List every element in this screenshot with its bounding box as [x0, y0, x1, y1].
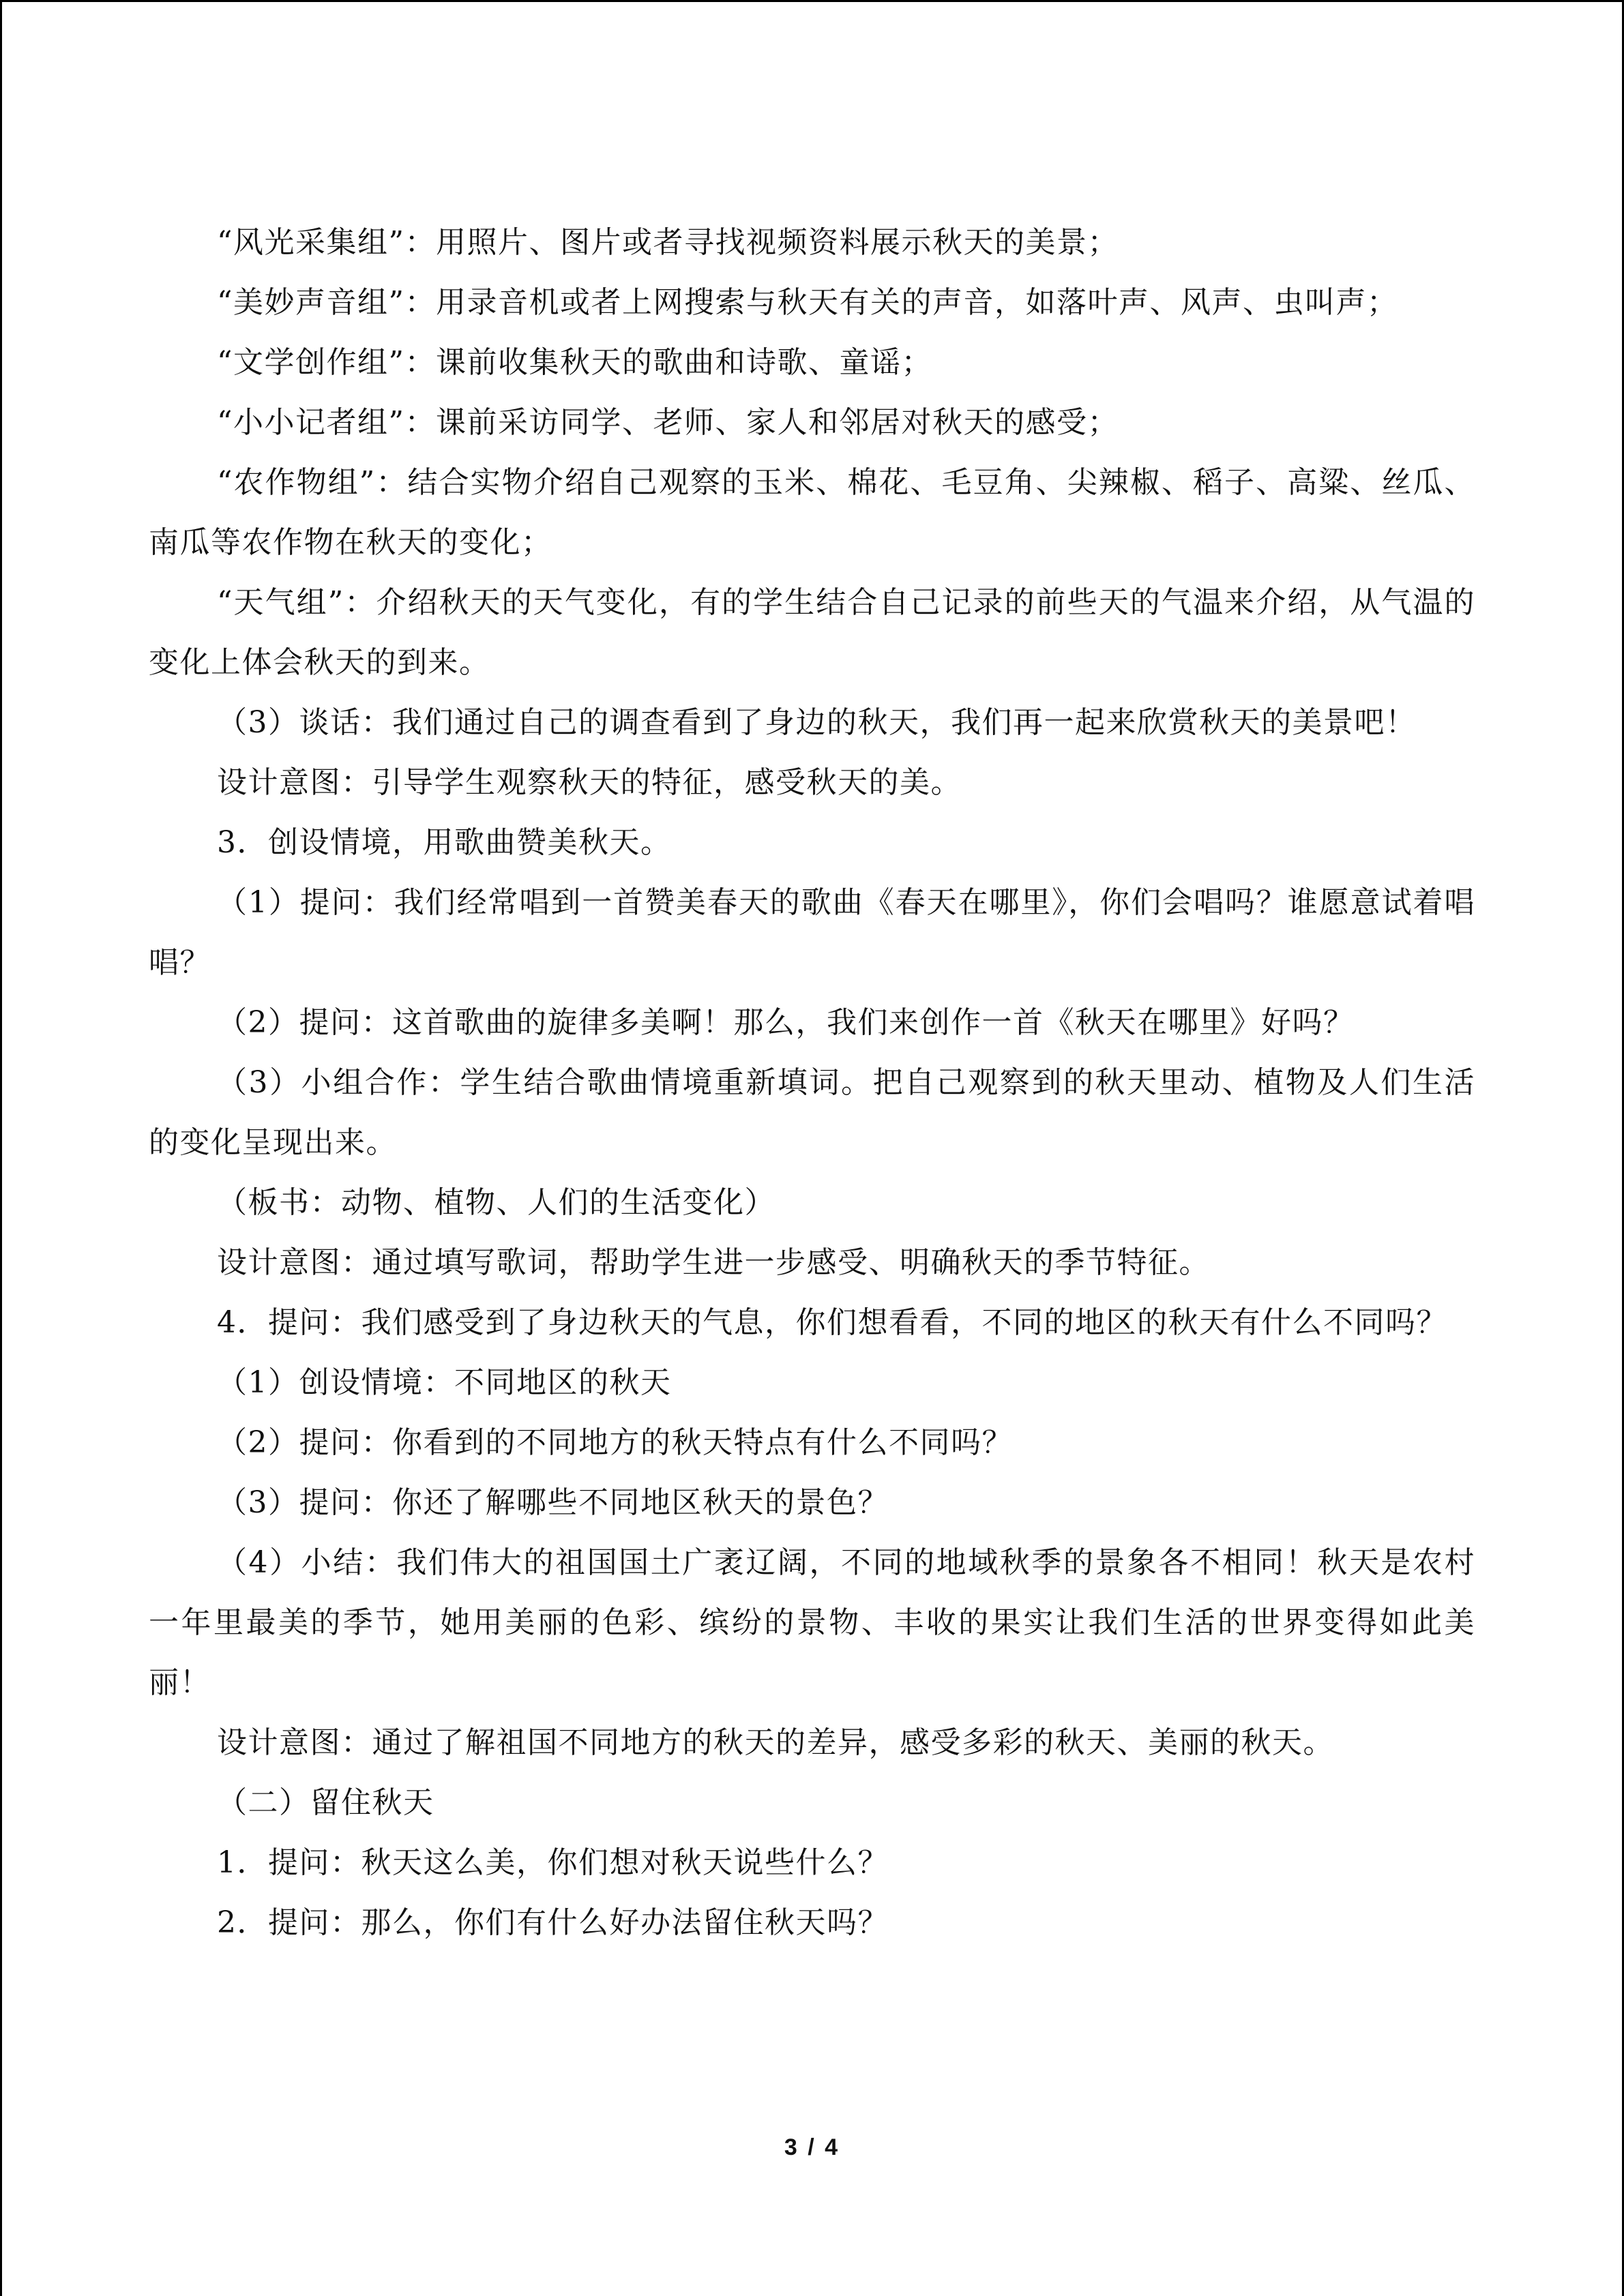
section-heading: （二）留住秋天 [217, 1785, 434, 1820]
paragraph: 4．提问：我们感受到了身边秋天的气息，你们想看看，不同的地区的秋天有什么不同吗？ [217, 1305, 1447, 1340]
paragraph: 3．创设情境，用歌曲赞美秋天。 [217, 825, 672, 860]
paragraph: “风光采集组”：用照片、图片或者寻找视频资料展示秋天的美景； [217, 225, 1119, 260]
paragraph: （2）提问：你看到的不同地方的秋天特点有什么不同吗？ [217, 1425, 1013, 1460]
paragraph: 2．提问：那么，你们有什么好办法留住秋天吗？ [217, 1905, 889, 1940]
paragraph: 设计意图：通过填写歌词，帮助学生进一步感受、明确秋天的季节特征。 [217, 1245, 1210, 1280]
paragraph: （4）小结：我们伟大的祖国国土广袤辽阔，不同的地域秋季的景象各不相同！秋天是农村一年里最美的季节，她用美丽的色彩、缤纷的景物、丰收的果实让我们生活的世界变得如此美丽！ [149, 1545, 1475, 1700]
paragraph: （2）提问：这首歌曲的旋律多美啊！那么，我们来创作一首《秋天在哪里》好吗？ [217, 1005, 1355, 1040]
paragraph: “文学创作组”：课前收集秋天的歌曲和诗歌、童谣； [217, 345, 932, 380]
paragraph: （3）提问：你还了解哪些不同地区秋天的景色？ [217, 1485, 889, 1520]
paragraph: （1）提问：我们经常唱到一首赞美春天的歌曲《春天在哪里》，你们会唱吗？谁愿意试着唱唱？ [149, 885, 1475, 980]
document-body [149, 213, 1475, 1953]
paragraph: （1）创设情境：不同地区的秋天 [217, 1365, 672, 1400]
page-number: 3 / 4 [784, 2134, 840, 2160]
paragraph: （板书：动物、植物、人们的生活变化） [217, 1185, 776, 1220]
paragraph: “小小记者组”：课前采访同学、老师、家人和邻居对秋天的感受； [217, 405, 1119, 440]
paragraph: “天气组”：介绍秋天的天气变化，有的学生结合自己记录的前些天的气温来介绍，从气温的变化上体会秋天的到来。 [149, 585, 1475, 680]
paragraph: （3）小组合作：学生结合歌曲情境重新填词。把自己观察到的秋天里动、植物及人们生活的变化呈现出来。 [149, 1065, 1475, 1160]
paragraph: （3）谈话：我们通过自己的调查看到了身边的秋天，我们再一起来欣赏秋天的美景吧！ [217, 705, 1417, 740]
paragraph: 1．提问：秋天这么美，你们想对秋天说些什么？ [217, 1845, 889, 1880]
paragraph: 设计意图：引导学生观察秋天的特征，感受秋天的美。 [217, 765, 962, 800]
paragraph: “美妙声音组”：用录音机或者上网搜索与秋天有关的声音，如落叶声、风声、虫叫声； [217, 285, 1398, 320]
paragraph: 设计意图：通过了解祖国不同地方的秋天的差异，感受多彩的秋天、美丽的秋天。 [217, 1725, 1334, 1760]
paragraph: “农作物组”：结合实物介绍自己观察的玉米、棉花、毛豆角、尖辣椒、稻子、高粱、丝瓜、南瓜等农作物在秋天的变化； [149, 465, 1475, 560]
